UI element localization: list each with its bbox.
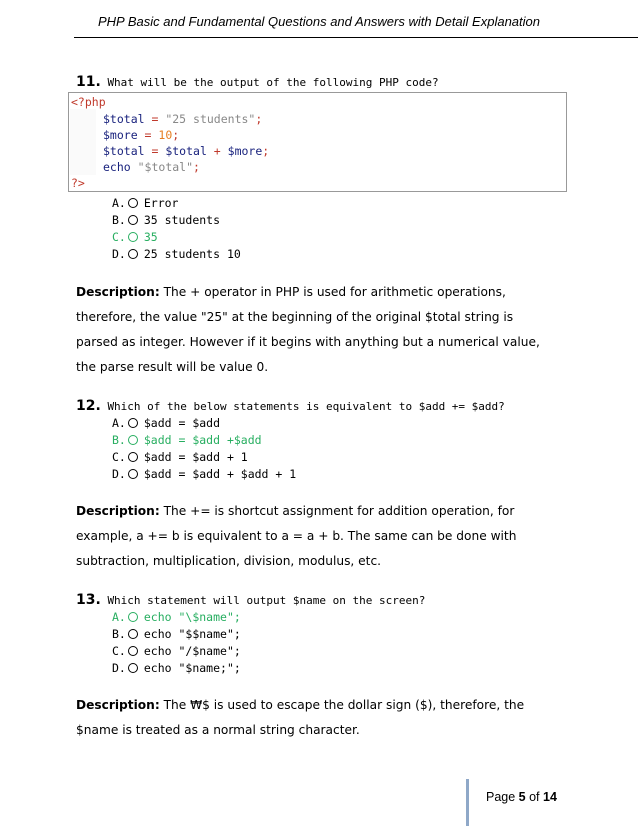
option-text: 35 xyxy=(143,230,158,244)
question-11-title xyxy=(76,74,439,90)
code-line-close xyxy=(71,175,85,191)
q13-option-a[interactable] xyxy=(112,609,241,625)
q11-option-a[interactable] xyxy=(112,195,178,211)
q11-option-d[interactable] xyxy=(112,246,241,262)
code-var: $total xyxy=(103,144,145,158)
option-letter: D. xyxy=(112,247,126,261)
option-text: echo "$$name"; xyxy=(143,627,241,641)
code-op: = xyxy=(144,112,166,126)
code-var: $total xyxy=(165,144,207,158)
code-line-2 xyxy=(103,127,179,143)
description-label: Description: xyxy=(76,504,160,518)
code-var: $more xyxy=(227,144,263,158)
q12-option-a[interactable] xyxy=(112,415,220,431)
code-line-open xyxy=(71,94,106,110)
code-end: ; xyxy=(172,128,180,142)
q12-option-b[interactable] xyxy=(112,432,262,448)
page-header: PHP Basic and Fundamental Questions and Answers with Detail Explanation xyxy=(98,14,540,29)
question-text: What will be the output of the following PHP code? xyxy=(107,76,439,89)
code-open-tag: <?php xyxy=(71,95,106,109)
code-var: $more xyxy=(103,128,138,142)
code-line-1 xyxy=(103,111,262,127)
header-divider xyxy=(74,37,638,38)
option-text: $add = $add +$add xyxy=(143,433,262,447)
radio-circle-icon xyxy=(128,232,138,242)
q13-option-c[interactable] xyxy=(112,643,241,659)
radio-circle-icon xyxy=(128,612,138,622)
radio-circle-icon xyxy=(128,215,138,225)
code-string: "$total" xyxy=(130,160,194,174)
code-op: = xyxy=(137,128,159,142)
question-12-title xyxy=(76,398,505,414)
code-end: ; xyxy=(193,160,200,174)
q13-description xyxy=(76,693,556,743)
option-letter: A. xyxy=(112,196,126,210)
radio-circle-icon xyxy=(128,646,138,656)
code-gutter xyxy=(70,109,96,175)
question-number: 13. xyxy=(76,592,101,608)
option-text: 25 students 10 xyxy=(143,247,241,261)
description-text: The ₩$ is used to escape the dollar sign ($), therefore, the $name is treated as a normal string character. xyxy=(76,698,525,737)
option-letter: D. xyxy=(112,661,126,675)
option-letter: B. xyxy=(112,433,126,447)
q13-option-b[interactable] xyxy=(112,626,241,642)
code-end: ; xyxy=(255,112,263,126)
option-text: echo "/$name"; xyxy=(143,644,241,658)
description-label: Description: xyxy=(76,285,160,299)
question-number: 12. xyxy=(76,398,101,414)
code-number: 10 xyxy=(158,128,173,142)
code-line-3 xyxy=(103,143,269,159)
option-text: Error xyxy=(143,196,179,210)
option-text: echo "$name;"; xyxy=(143,661,241,675)
radio-circle-icon xyxy=(128,198,138,208)
radio-circle-icon xyxy=(128,435,138,445)
question-13-title xyxy=(76,592,425,608)
page-word: Page xyxy=(486,790,519,804)
radio-circle-icon xyxy=(128,469,138,479)
question-number: 11. xyxy=(76,74,101,90)
footer-accent-bar xyxy=(466,779,469,826)
current-page: 5 xyxy=(518,790,526,804)
q11-option-b[interactable] xyxy=(112,212,220,228)
option-text: $add = $add xyxy=(143,416,221,430)
radio-circle-icon xyxy=(128,629,138,639)
code-var: $total xyxy=(103,112,145,126)
option-letter: A. xyxy=(112,610,126,624)
q11-description xyxy=(76,280,556,380)
option-letter: B. xyxy=(112,213,126,227)
option-text: 35 students xyxy=(143,213,221,227)
radio-circle-icon xyxy=(128,249,138,259)
option-letter: A. xyxy=(112,416,126,430)
code-block xyxy=(68,92,567,192)
question-text: Which statement will output $name on the screen? xyxy=(107,594,426,607)
q13-option-d[interactable] xyxy=(112,660,241,676)
option-text: $add = $add + $add + 1 xyxy=(143,467,297,481)
option-text: echo "\$name"; xyxy=(143,610,241,624)
description-text: The + operator in PHP is used for arithmetic operations, therefore, the value "25" at the beginning of the original $total string is parsed as integer. However if it begins with anything but a numerical value, the parse result will be value 0. xyxy=(76,285,540,374)
description-text: The += is shortcut assignment for addition operation, for example, a += b is equivalent to a = a + b. The same can be done with subtraction, multiplication, division, modulus, etc. xyxy=(76,504,517,568)
code-end: ; xyxy=(262,144,270,158)
option-letter: C. xyxy=(112,644,126,658)
of-word: of xyxy=(525,790,543,804)
radio-circle-icon xyxy=(128,418,138,428)
question-text: Which of the below statements is equivalent to $add += $add? xyxy=(107,400,505,413)
option-letter: D. xyxy=(112,467,126,481)
code-string: "25 students" xyxy=(165,112,256,126)
description-label: Description: xyxy=(76,698,160,712)
radio-circle-icon xyxy=(128,452,138,462)
option-letter: C. xyxy=(112,230,126,244)
q12-option-c[interactable] xyxy=(112,449,248,465)
q11-option-c[interactable] xyxy=(112,229,158,245)
page-number xyxy=(486,790,557,804)
code-line-4 xyxy=(103,159,200,175)
code-op: + xyxy=(206,144,228,158)
code-keyword: echo xyxy=(103,160,131,174)
total-pages: 14 xyxy=(543,790,557,804)
q12-option-d[interactable] xyxy=(112,466,296,482)
code-close-tag: ?> xyxy=(71,176,85,190)
option-text: $add = $add + 1 xyxy=(143,450,248,464)
option-letter: C. xyxy=(112,450,126,464)
code-op: = xyxy=(144,144,166,158)
option-letter: B. xyxy=(112,627,126,641)
radio-circle-icon xyxy=(128,663,138,673)
q12-description xyxy=(76,499,556,574)
